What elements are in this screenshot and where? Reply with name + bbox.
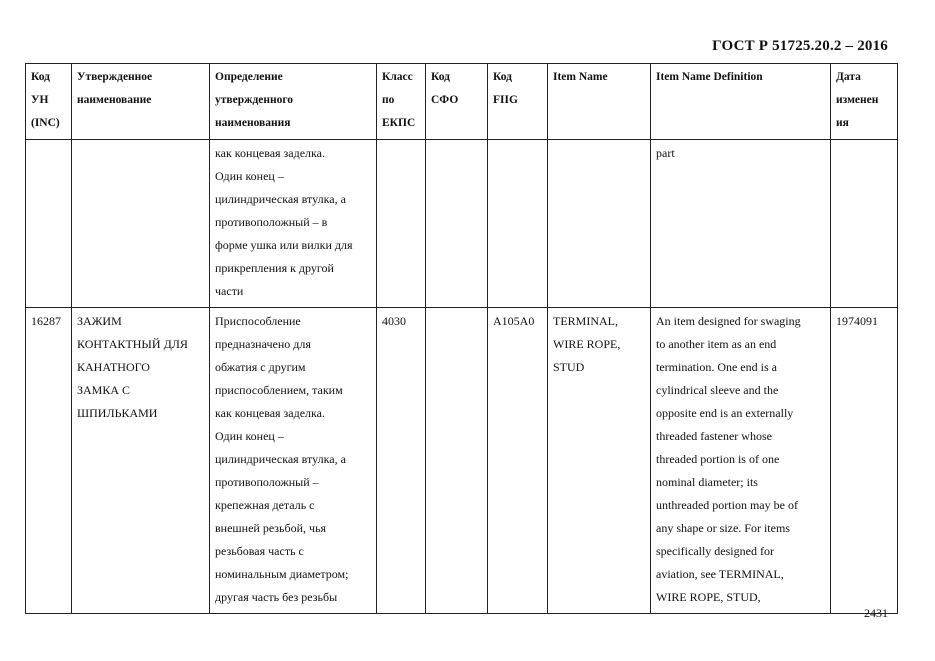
cell-definition-en: An item designed for swaging to another item as an end termination. One end is a cylindrical sleeve and the opposite end is an externally threaded fastener whose threaded portion is of one nominal diameter; its unthreaded portion may be of any shape or size. For items specifically designed for aviation, see TERMINAL, WIRE ROPE, STUD,	[651, 308, 831, 614]
cell-sfo-code	[426, 308, 488, 614]
cell-definition-en: part	[651, 140, 831, 308]
document-standard-code: ГОСТ Р 51725.20.2 – 2016	[712, 38, 888, 54]
cell-date: 1974091	[831, 308, 898, 614]
header-sfo-code: Код СФО	[426, 64, 488, 140]
cell-class	[377, 140, 426, 308]
cell-item-name	[548, 140, 651, 308]
cell-approved-name: ЗАЖИМ КОНТАКТНЫЙ ДЛЯ КАНАТНОГО ЗАМКА С ШПИЛЬКАМИ	[72, 308, 210, 614]
header-class: Класс по ЕКПС	[377, 64, 426, 140]
header-item-name: Item Name	[548, 64, 651, 140]
cell-date	[831, 140, 898, 308]
cell-definition-ru: Приспособление предназначено для обжатия с другим приспособлением, таким как концевая заделка. Один конец – цилиндрическая втулка, а противоположный – крепежная деталь с внешней резьбой, чья резьбовая часть с номинальным диаметром; другая часть без резьбы	[210, 308, 377, 614]
header-approved-name: Утвержденное наименование	[72, 64, 210, 140]
cell-item-name: TERMINAL, WIRE ROPE, STUD	[548, 308, 651, 614]
cell-fiig	[488, 140, 548, 308]
header-date: Дата изменен ия	[831, 64, 898, 140]
page-number: 2431	[864, 606, 888, 620]
header-fiig: Код FIIG	[488, 64, 548, 140]
cell-inc: 16287	[26, 308, 72, 614]
table-row	[26, 140, 898, 308]
cell-class: 4030	[377, 308, 426, 614]
header-definition-en: Item Name Definition	[651, 64, 831, 140]
classification-table	[25, 63, 898, 614]
cell-inc	[26, 140, 72, 308]
table-row	[26, 308, 898, 614]
cell-approved-name	[72, 140, 210, 308]
header-definition-ru: Определение утвержденного наименования	[210, 64, 377, 140]
cell-sfo-code	[426, 140, 488, 308]
table-header-row	[26, 64, 898, 140]
cell-fiig: A105A0	[488, 308, 548, 614]
cell-definition-ru: как концевая заделка. Один конец – цилиндрическая втулка, а противоположный – в форме ушка или вилки для прикрепления к другой части	[210, 140, 377, 308]
header-inc: Код УН (INC)	[26, 64, 72, 140]
